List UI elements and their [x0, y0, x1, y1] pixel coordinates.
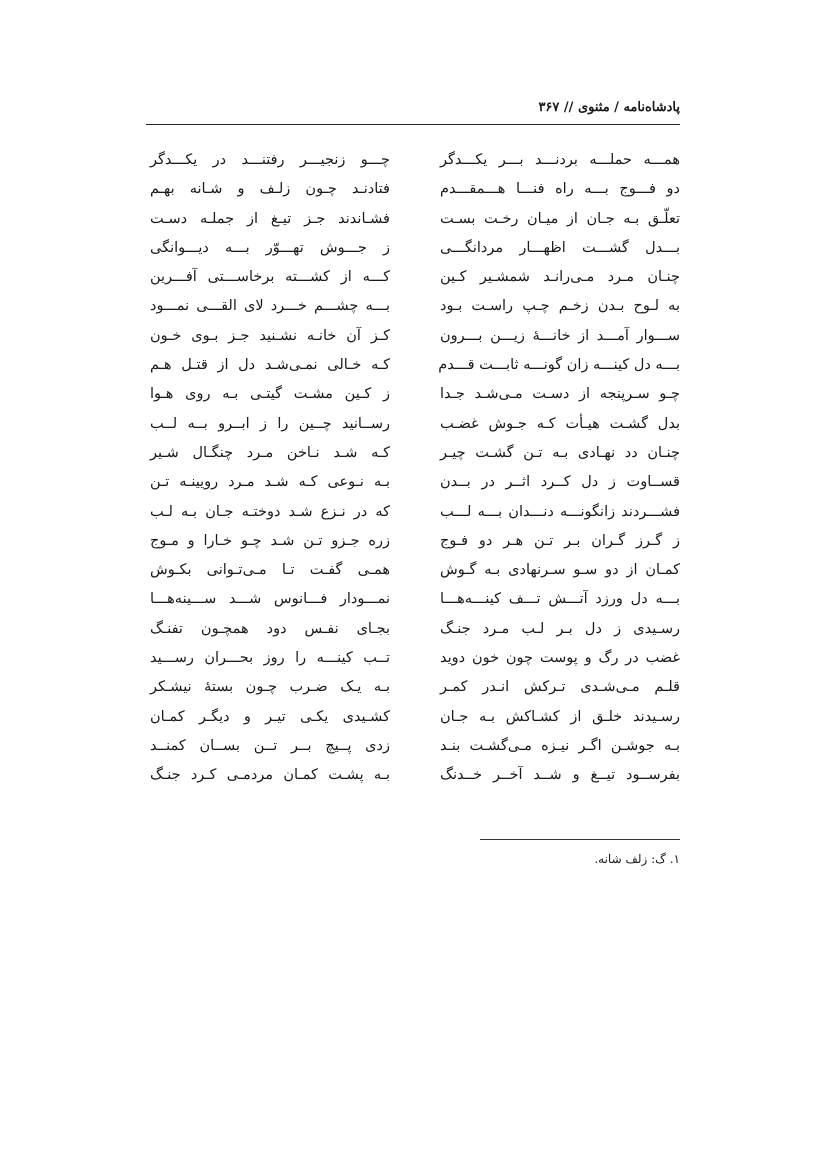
hemistich-left: فشـاندند جـز تیـغ از جملـه دسـت [150, 210, 390, 227]
hemistich-left: کـه خـالی نمـی‌شـد دل از قتـل هـم [150, 357, 390, 374]
verse-row [150, 236, 680, 265]
hemistich-right: فشـــردند زانگونـــه دنـــدان بـــه لـــب [440, 503, 680, 520]
verse-row [150, 500, 680, 529]
hemistich-right: قســاوت ز دل کــرد اثــر در بــدن [440, 474, 680, 491]
hemistich-left: کـه شـد نـاخن مـرد چنگـال شـیر [150, 444, 390, 461]
hemistich-left: ز کـین مشـت گیتـی بـه روی هـوا [150, 386, 390, 403]
hemistich-right: همـــه حملـــه بردنـــد بـــر یکـــدگر [440, 152, 680, 168]
verse-row [150, 177, 680, 206]
verse-row [150, 294, 680, 323]
verse-row [150, 763, 680, 792]
verse-row [150, 646, 680, 675]
hemistich-left: زدی پــیچ بــر تــن بســان کمنــد [150, 737, 390, 754]
hemistich-right: کمـان از دو سـو سـرنهادی بـه گـوش [440, 562, 680, 579]
verse-row [150, 529, 680, 558]
hemistich-right: به لـوح بـدن زخـم چـپ راسـت بـود [440, 298, 680, 315]
verse-row [150, 353, 680, 382]
hemistich-left: چـــو زنجیـــر رفتنـــد در یکـــدگر [150, 152, 390, 168]
poem-body [150, 148, 680, 793]
hemistich-right: دو فـــوج بـــه راه فنـــا هـــمقـــدم [440, 181, 680, 198]
hemistich-left: بـــه چشـــم خـــرد لای القـــی نمـــود [150, 298, 390, 315]
hemistich-left: رســانید چــین را ز ابــرو بــه لــب [150, 415, 390, 432]
verse-row [150, 675, 680, 704]
footnote-rule [480, 839, 680, 840]
verse-row [150, 734, 680, 763]
verse-row [150, 470, 680, 499]
verse-row [150, 705, 680, 734]
page-header [146, 98, 680, 124]
hemistich-right: چنـان مـرد مـی‌رانـد شمشـیر کـین [440, 269, 680, 286]
hemistich-right: غضب در رگ و پوست چون خون دوید [440, 650, 680, 667]
verse-row [150, 617, 680, 646]
verse-row [150, 207, 680, 236]
hemistich-left: که در نـزع شـد دوختـه جـان بـه لـب [150, 503, 390, 520]
hemistich-left: زره جـزو تـن شـد چـو خـارا و مـوج [150, 532, 390, 549]
hemistich-right: بـــدل گشـــت اظهـــار مردانگـــی [440, 239, 680, 256]
hemistich-left: همـی گفـت تـا مـی‌تـوانی بکـوش [150, 562, 390, 579]
hemistich-left: بـه پشـت کمـان مردمـی کـرد جنـگ [150, 767, 390, 784]
header-rule [146, 124, 680, 125]
hemistich-right: چـو سـرپنجه از دسـت مـی‌شـد جـدا [440, 386, 680, 403]
verse-row [150, 324, 680, 353]
hemistich-right: بدل گشـت هیـأت کـه جـوش غضـب [440, 415, 680, 432]
footnote: ۱. گ: زلف شانه. [594, 852, 680, 866]
hemistich-right: تعلّـق بـه جـان از میـان رخـت بسـت [440, 210, 680, 227]
running-head: پادشاه‌نامه / مثنوی // ۳۶۷ [538, 100, 680, 115]
hemistich-right: رسـیدند خلـق از کشـاکش بـه جـان [440, 708, 680, 725]
hemistich-left: بـه یـک ضـرب چـون بستهٔ نیشـکر [150, 679, 390, 696]
hemistich-left: بـه نـوعی کـه شـد مـرد رویینـه تـن [150, 474, 390, 491]
hemistich-right: رسـیدی ز دل بـر لـب مـرد جنـگ [440, 620, 680, 637]
hemistich-left: کـــه از کشـــته برخاســـتی آفـــرین [150, 269, 390, 286]
hemistich-right: بفرســود تیــغ و شــد آخــر خــدنگ [440, 767, 680, 784]
verse-row [150, 441, 680, 470]
hemistich-left: نمـــودار فـــانوس شـــد ســـینه‌هـــا [150, 591, 390, 608]
hemistich-left: کشـیدی یکـی تیـر و دیگـر کمـان [150, 708, 390, 725]
verse-row [150, 412, 680, 441]
verse-row [150, 382, 680, 411]
hemistich-right: چنـان دد نهـادی بـه تـن گشـت چیـر [440, 444, 680, 461]
hemistich-left: ز جـــوش تهـــوّر بـــه دیـــوانگی [150, 239, 390, 256]
hemistich-left: تــب کینـــه را روز بحـــران رســـید [150, 650, 390, 667]
verse-row [150, 587, 680, 616]
hemistich-right: ســـوار آمـــد از خانـــهٔ زیـــن بـــرون [440, 327, 680, 344]
hemistich-right: بـه جوشـن اگـر نیـزه مـی‌گشـت بنـد [440, 737, 680, 754]
hemistich-left: بجـای نفـس دود همچـون تفنـگ [150, 620, 390, 637]
verse-row [150, 558, 680, 587]
hemistich-right: ز گـرز گـران بـر تـن هـر دو فـوج [440, 532, 680, 549]
hemistich-right: بـــه دل ورزد آتـــش تـــف کینـــه‌هـــا [440, 591, 680, 608]
hemistich-right: بـــه دل کینـــه زان گونـــه ثابـــت قـــدم [438, 357, 680, 374]
verse-row [150, 265, 680, 294]
hemistich-left: فتادنـد چـون زلـف و شـانه بهـم [150, 181, 390, 198]
verse-row [150, 148, 680, 177]
hemistich-left: کـز آن خانـه نشـنید جـز بـوی خـون [150, 327, 390, 344]
hemistich-right: قلـم مـی‌شـدی تـرکش انـدر کمـر [440, 679, 680, 696]
